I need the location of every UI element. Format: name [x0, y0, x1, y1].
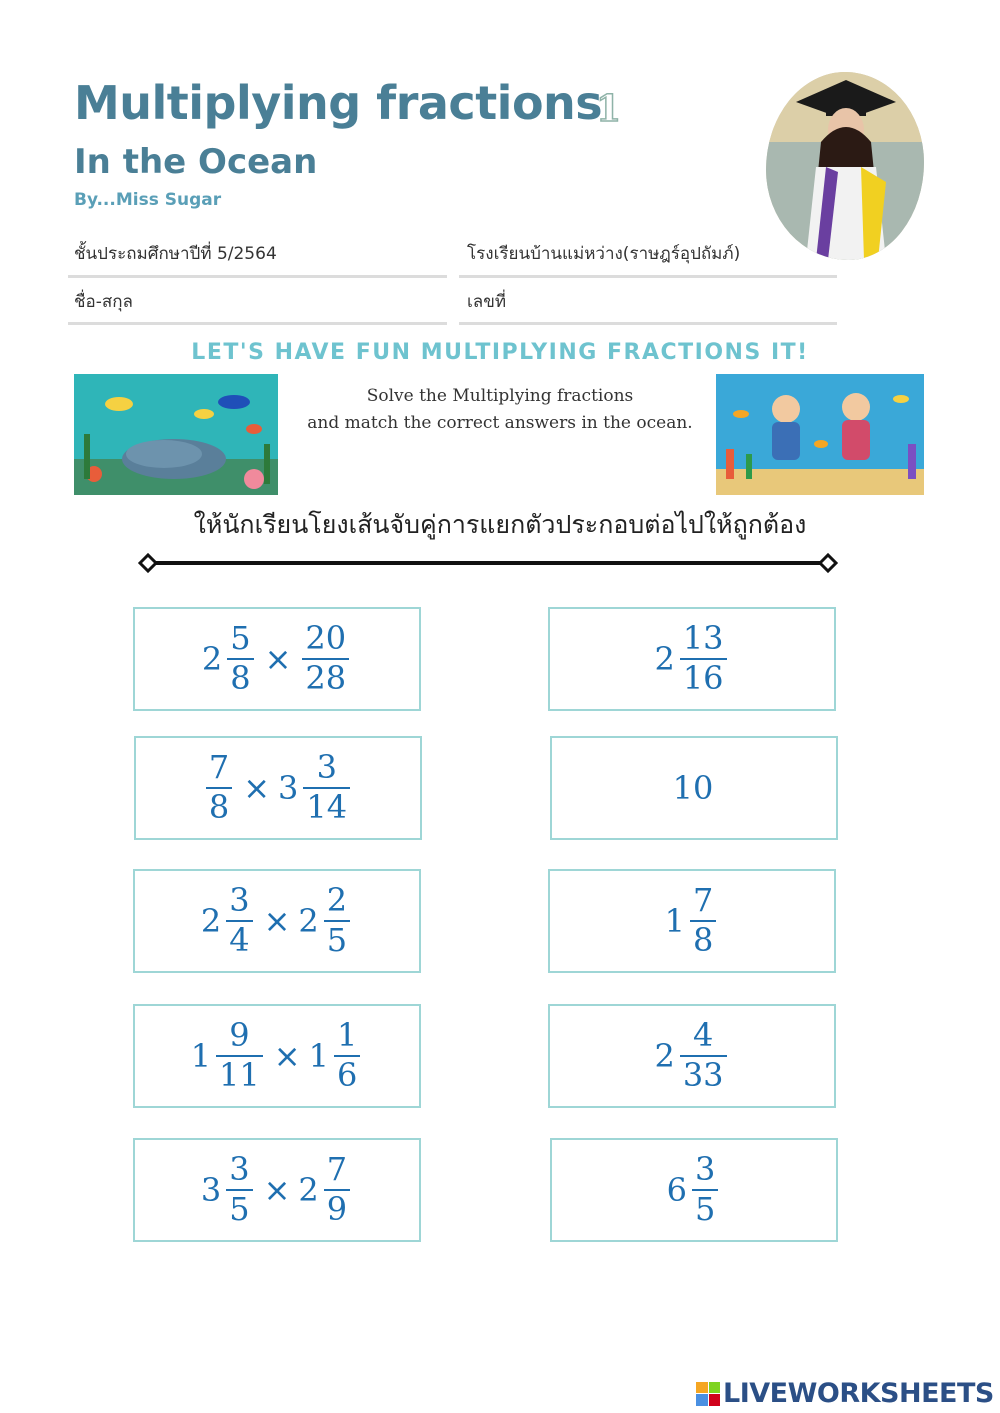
fraction [690, 881, 716, 959]
answer-card-1[interactable] [548, 607, 836, 711]
mixed-whole: 3 [278, 769, 299, 807]
denominator: 8 [206, 787, 232, 825]
logo-square [696, 1394, 708, 1406]
number-field[interactable] [459, 322, 837, 325]
denominator: 8 [690, 920, 716, 958]
times-sign: × [263, 1171, 291, 1209]
fraction [226, 881, 252, 959]
fraction [216, 1016, 263, 1094]
denominator: 11 [216, 1055, 263, 1093]
answer-card-5[interactable] [550, 1138, 838, 1242]
denominator: 16 [680, 658, 727, 696]
numerator: 5 [230, 619, 251, 658]
fraction [692, 1150, 718, 1228]
denominator: 5 [226, 1189, 252, 1227]
denominator: 9 [324, 1189, 350, 1227]
answer-card-4[interactable] [548, 1004, 836, 1108]
instructions-line-2: and match the correct answers in the ocean. [307, 413, 693, 433]
name-field[interactable] [68, 322, 447, 325]
numerator: 3 [229, 1150, 250, 1189]
mixed-whole: 1 [308, 1037, 329, 1075]
mixed-whole: 2 [654, 640, 675, 678]
question-card-1[interactable] [133, 607, 421, 711]
denominator: 33 [680, 1055, 727, 1093]
question-card-2[interactable] [134, 736, 422, 840]
numerator: 7 [208, 748, 230, 787]
fraction [680, 619, 727, 697]
question-card-3[interactable] [133, 869, 421, 973]
times-sign: × [263, 902, 291, 940]
divers-image [716, 374, 924, 495]
decorative-divider [138, 552, 838, 574]
mixed-whole: 6 [666, 1171, 687, 1209]
mixed-whole: 2 [200, 902, 222, 940]
mixed-whole: 3 [200, 1171, 222, 1209]
logo-square [709, 1394, 721, 1406]
logo-square [696, 1382, 708, 1394]
liveworksheets-logo [696, 1378, 994, 1409]
question-card-5[interactable] [133, 1138, 421, 1242]
logo-text: LIVEWORKSHEETS [723, 1378, 994, 1409]
ocean-whale-image [74, 374, 278, 495]
fraction [206, 748, 232, 826]
mixed-whole: 2 [298, 1171, 319, 1209]
fraction [334, 1016, 360, 1094]
denominator: 8 [227, 658, 253, 696]
numerator: 4 [692, 1016, 714, 1055]
worksheet-subtitle: In the Ocean [74, 142, 318, 182]
instructions [282, 383, 718, 437]
author-byline: By...Miss Sugar [74, 190, 222, 210]
name-label: ชื่อ-สกุล [74, 292, 133, 312]
logo-square [709, 1382, 721, 1394]
fraction [324, 881, 350, 959]
mixed-whole: 2 [201, 640, 223, 678]
grade-underline [68, 275, 447, 278]
mixed-whole: 2 [298, 902, 319, 940]
school-label: โรงเรียนบ้านแม่หว่าง(ราษฎร์อุปถัมภ์) [467, 244, 741, 264]
numerator: 2 [326, 881, 348, 920]
number-label: เลขที่ [467, 292, 507, 312]
fraction [680, 1016, 727, 1094]
denominator: 14 [303, 787, 350, 825]
fraction [303, 748, 350, 826]
numerator: 13 [682, 619, 724, 658]
thai-instruction: ให้นักเรียนโยงเส้นจับคู่การแยกตัวประกอบต่อไปให้ถูกต้อง [193, 510, 807, 539]
fun-heading: LET'S HAVE FUN MULTIPLYING FRACTIONS IT! [191, 340, 809, 365]
denominator: 6 [334, 1055, 360, 1093]
denominator: 4 [226, 920, 252, 958]
worksheet-number: 1 [596, 88, 622, 130]
denominator: 5 [324, 920, 350, 958]
instructions-line-1: Solve the Multiplying fractions [366, 386, 634, 406]
fraction [302, 619, 349, 697]
grade-label: ชั้นประถมศึกษาปีที่ 5/2564 [74, 244, 277, 264]
worksheet-title: Multiplying fractions [74, 76, 603, 130]
teacher-photo [766, 72, 924, 260]
logo-icon [696, 1382, 720, 1406]
numerator: 20 [305, 619, 347, 658]
school-underline [459, 275, 837, 278]
denominator: 28 [302, 658, 349, 696]
fraction [227, 619, 253, 697]
answer-card-2[interactable] [550, 736, 838, 840]
mixed-whole: 2 [654, 1037, 675, 1075]
times-sign: × [243, 769, 271, 807]
answer-card-3[interactable] [548, 869, 836, 973]
mixed-whole: 1 [664, 902, 685, 940]
numerator: 7 [326, 1150, 348, 1189]
numerator: 7 [693, 881, 714, 920]
whole-number: 10 [672, 769, 714, 807]
fraction [324, 1150, 350, 1228]
mixed-whole: 1 [190, 1037, 212, 1075]
numerator: 9 [229, 1016, 250, 1055]
numerator: 1 [336, 1016, 358, 1055]
numerator: 3 [695, 1150, 716, 1189]
fraction [226, 1150, 252, 1228]
denominator: 5 [692, 1189, 718, 1227]
numerator: 3 [316, 748, 337, 787]
times-sign: × [273, 1037, 301, 1075]
numerator: 3 [229, 881, 250, 920]
question-card-4[interactable] [133, 1004, 421, 1108]
times-sign: × [264, 640, 292, 678]
